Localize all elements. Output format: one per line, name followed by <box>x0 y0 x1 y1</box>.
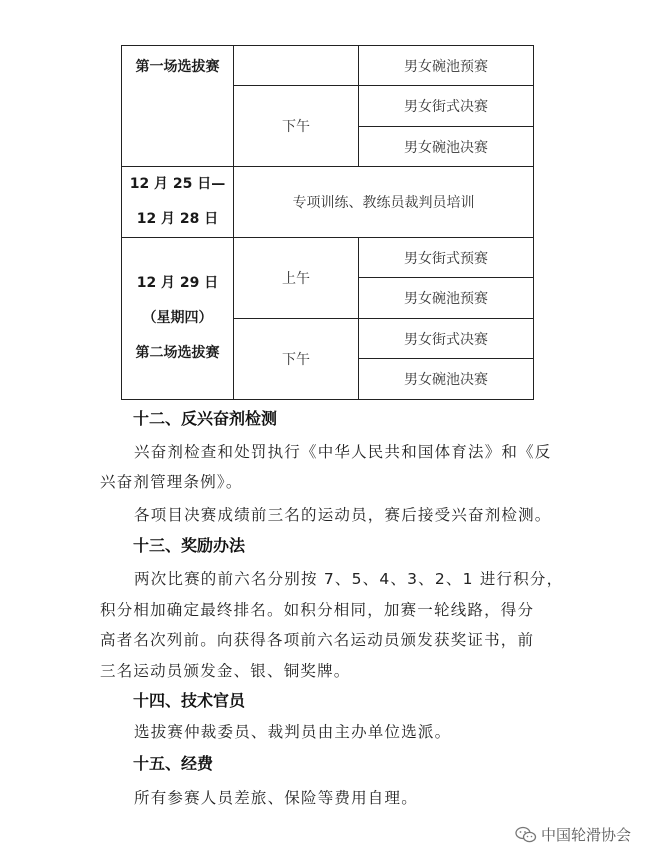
table-row <box>122 167 534 238</box>
date-line: 12 月 25 日— <box>129 176 226 192</box>
table-cell-activity: 专项训练、教练员裁判员培训 <box>234 167 534 238</box>
table-cell-event: 男女碗池预赛 <box>359 278 534 319</box>
table-cell-session: 上午 <box>234 238 359 319</box>
table-cell-date <box>122 167 234 238</box>
section-heading-12: 十二、反兴奋剂检测 <box>133 409 278 428</box>
date-line: 12 月 29 日 <box>136 275 219 291</box>
table-row <box>122 238 534 278</box>
wechat-icon <box>515 826 537 844</box>
date-line: 第二场选拔赛 <box>135 345 220 361</box>
paragraph-line: 兴奋剂检查和处罚执行《中华人民共和国体育法》和《反 <box>134 443 552 461</box>
schedule-table <box>121 45 534 400</box>
table-cell-event: 男女碗池决赛 <box>359 359 534 400</box>
section-heading-14: 十四、技术官员 <box>133 691 246 710</box>
paragraph-line: 兴奋剂管理条例》。 <box>100 473 243 491</box>
table-cell-session: 下午 <box>234 319 359 400</box>
table-cell-event: 男女街式决赛 <box>359 319 534 359</box>
table-cell-session: 下午 <box>234 86 359 167</box>
paragraph-line: 两次比赛的前六名分别按 7、5、4、3、2、1 进行积分， <box>134 570 564 588</box>
section-heading-15: 十五、经费 <box>133 754 214 773</box>
table-cell-event: 男女碗池决赛 <box>359 127 534 167</box>
table-row <box>122 46 534 86</box>
paragraph-line: 所有参赛人员差旅、保险等费用自理。 <box>134 789 418 807</box>
section-heading-13: 十三、奖励办法 <box>133 536 246 555</box>
paragraph-line: 各项目决赛成绩前三名的运动员，赛后接受兴奋剂检测。 <box>134 506 552 524</box>
watermark-text: 中国轮滑协会 <box>540 826 631 844</box>
table-cell-empty <box>234 46 359 86</box>
table-cell-session1: 第一场选拔赛 <box>122 46 234 167</box>
paragraph-line: 积分相加确定最终排名。如积分相同，加赛一轮线路，得分 <box>100 601 535 619</box>
table-cell-event: 男女碗池预赛 <box>359 46 534 86</box>
table-cell-event: 男女街式预赛 <box>359 238 534 278</box>
paragraph-line: 三名运动员颁发金、银、铜奖牌。 <box>100 662 351 680</box>
date-line: （星期四） <box>142 310 213 326</box>
paragraph-line: 高者名次列前。向获得各项前六名运动员颁发获奖证书，前 <box>100 631 535 649</box>
paragraph-line: 选拔赛仲裁委员、裁判员由主办单位选派。 <box>134 723 452 741</box>
date-line: 12 月 28 日 <box>136 211 219 227</box>
table-cell-date <box>122 238 234 400</box>
table-cell-event: 男女街式决赛 <box>359 86 534 127</box>
watermark <box>515 824 631 845</box>
